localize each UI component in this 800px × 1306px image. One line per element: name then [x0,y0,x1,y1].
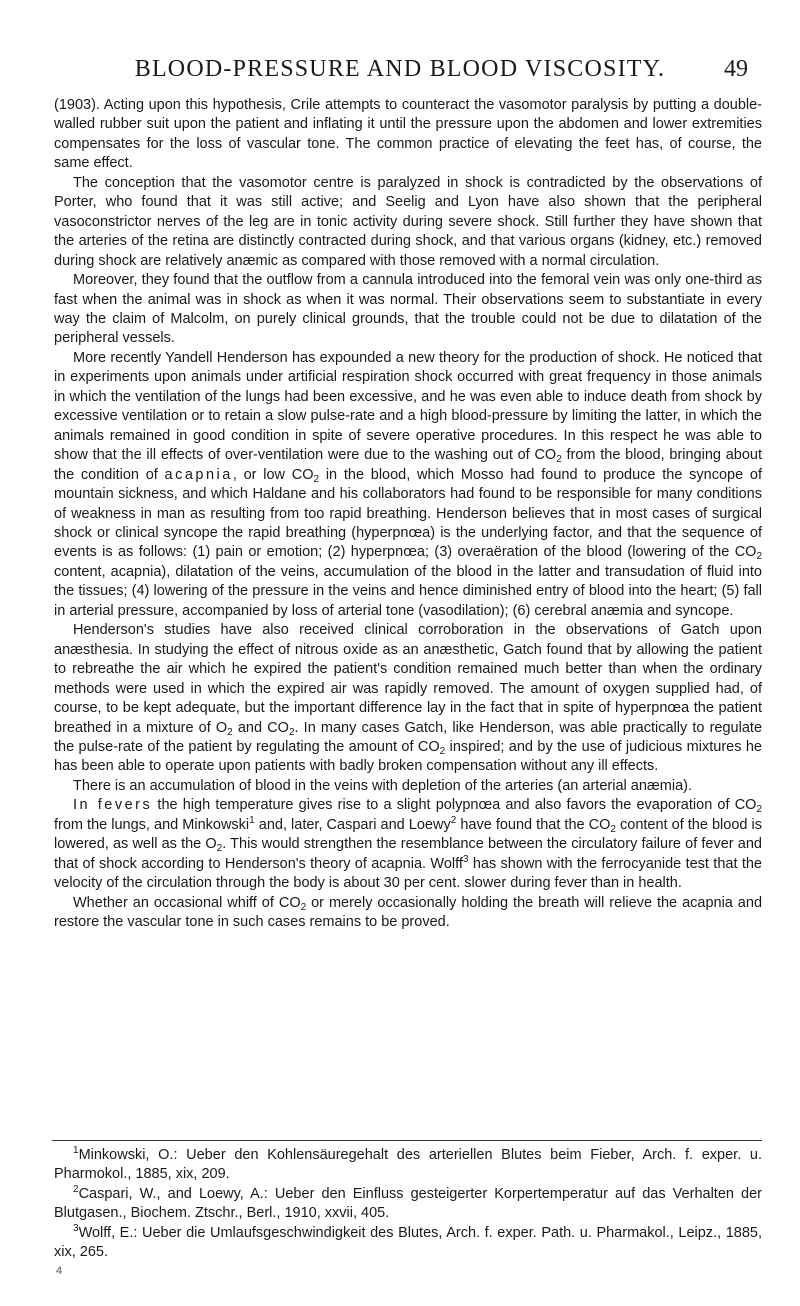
text-run: Whether an occasional whiff of [73,894,279,911]
formula-symbol: O [205,836,217,853]
co2-formula [292,467,319,483]
formula-symbol: CO [267,719,289,736]
page-header [0,56,800,88]
footnote-divider [52,1140,762,1141]
formula-subscript: 2 [313,473,320,485]
text-run: More recently Yandell Henderson has expounded a new theory for the production of shock. He noticed that in experiments upon animals under artificial respiration shock occurred with great frequency in those animals in which the ventilation of the lungs had been excessive, and he was even able to induce death from shock by excessive ventilation or to retain a slow pulse-rate and a high blood-pressure by limiting the latter, in which the animals remained in good condition in spite of severe operative procedures. In this respect he was able to show that the ill effects of over-ventilation were due to the washing out of [54,349,762,464]
footnote-ref-3: 3 [462,853,469,865]
paragraph-8 [54,894,762,933]
formula-subscript: 2 [756,551,762,563]
body-text [54,96,762,932]
text-run: content of the blood is lowered, as well as the [54,816,762,853]
text-run: the high temperature gives rise to a slight polypnœa and also favors the evaporation of [152,797,735,814]
formula-symbol: CO [588,816,611,833]
formula-symbol: CO [534,447,557,464]
formula-symbol: O [215,719,228,736]
paragraph-7 [54,796,762,893]
text-run: inspired; and by the use of judicious mixtures he has been able to operate upon patients with badly broken compensation without any ill effects. [54,738,762,775]
text-run: in the blood, which Mosso had found to produce the syncope of mountain sickness, and which Haldane and his collaborators had found to be responsible for many conditions of weakness in man as resulting from too rapid breathing. Henderson believes that in most cases of surgical shock or clinical syncope the rapid breathing (hyperpnœa) is the underlying factor, and that the sequence of events is as follows: (1) pain or emotion; (2) hyperpnœa; (3) overaëration of the blood (lowering of the [54,466,762,561]
text-run: . In many cases Gatch, like Henderson, was able practically to regulate the pulse-rate of the patient by regulating the amount of [54,719,763,755]
formula-symbol: CO [417,738,440,755]
text-run: from the lungs, and Minkowski [54,816,250,833]
formula-subscript: 2 [227,726,233,738]
text-run: , or low [232,466,292,483]
formula-symbol: CO [278,894,301,911]
text-run: Henderson's studies have also received clinical corroboration in the observations of Gatch upon anæsthesia. In studying the effect of nitrous oxide as an anæsthetic, Gatch found that by allowing the patient to rebreathe the air which he expired the patient's condition remained much better than when the ordinary methods were used in which the expired air was rapidly removed. The amount of oxygen supplied had, of course, to be kept adequate, but the important difference lay in the fact that in spite of hyperpnœa the patient breathed in a mixture of [54,622,762,736]
paragraph-2: The conception that the vasomotor centre is paralyzed in shock is contradicted by the observations of Porter, who found that it was still active; and Seelig and Lyon have also shown that the peripheral vasoconstrictor nerves of the leg are in tonic activity during severe shock. Still further they have shown that the arteries of the retina are distinctly contracted during shock, and that various organs (kidney, etc.) removed during shock are relatively anæmic as compared with those removed with a normal circulation. [54,174,762,269]
text-run: . This would strengthen the resemblance between the circulatory failure of fever and that of shock according to Henderson's theory of acapnia. Wolff [54,836,762,872]
formula-subscript: 2 [756,804,762,816]
footnote-number: 3 [73,1222,79,1234]
text-run: or merely occasionally holding the breath will relieve the acapnia and restore the vascular tone in such cases remains to be proved. [54,894,763,931]
text-run: has shown with the ferrocyanide test that the velocity of the circulation through the body is about 30 per cent. slower during fever than in health. [54,855,762,892]
paragraph-4 [54,349,762,621]
text-run: from the blood, bringing about the condition of [54,447,762,483]
footnote-2 [54,1185,762,1224]
footnote-1 [54,1146,762,1185]
paragraph-6: There is an accumulation of blood in the veins with depletion of the arteries (an arterial anæmia). [73,777,692,794]
formula-subscript: 2 [439,745,446,757]
co2-formula [734,544,762,563]
formula-subscript: 2 [216,843,223,855]
footnote-number: 2 [73,1183,79,1195]
text-run: and [232,719,268,736]
fevers-term: In fevers [73,797,153,814]
o2-formula [205,836,223,855]
footnote-text: Minkowski, O.: Ueber den Kohlensäuregehalt des arteriellen Blutes beim Fieber, Arch. f. exper. u. Pharmokol., 1885, xix, 209. [54,1147,762,1183]
co2-formula [734,797,762,816]
footnote-number: 1 [73,1145,79,1156]
footnote-3 [54,1224,762,1263]
o2-formula [216,720,233,736]
footnotes [54,1146,762,1262]
paragraph-5 [54,621,762,777]
formula-symbol: CO [734,797,757,814]
text-run: have found that the [456,816,589,833]
formula-subscript: 2 [288,726,295,738]
footnote-text: Caspari, W., and Loewy, A.: Ueber den Einfluss gesteigerter Korpertemperatur auf das Verhalten der Blutgasen., Biochem. Ztschr., Berl., 1910, xxvii, 405. [54,1185,762,1222]
co2-formula [418,739,445,755]
co2-formula [534,447,562,466]
paragraph-1: (1903). Acting upon this hypothesis, Crile attempts to counteract the vasomotor paralysis by putting a double-walled rubber suit upon the patient and inflating it until the pressure upon the abdomen and lower extremities compensates for the loss of vascular tone. The common practice of elevating the feet has, of course, the same effect. [54,97,762,172]
co2-formula [279,895,306,911]
formula-symbol: CO [291,466,314,483]
text-run: content, acapnia), dilatation of the veins, accumulation of the blood in the latter and transudation of fluid into the tissues; (4) lowering of the pressure in the veins and hence diminished entry of blood into the heart; (5) fall in arterial pressure, accompanied by loss of arterial tone (vasodilation); (6) cerebral anæmia and syncope. [54,563,762,619]
text-run: and, later, Caspari and Loewy [254,816,451,833]
co2-formula [267,720,294,736]
page-number: 49 [724,56,748,82]
formula-subscript: 2 [556,454,562,466]
acapnia-term: acapnia [164,466,233,483]
running-title: BLOOD-PRESSURE AND BLOOD VISCOSITY. [134,56,666,82]
footnote-ref-2: 2 [450,814,457,826]
footnote-text: Wolff, E.: Ueber die Umlaufsgeschwindigkeit des Blutes, Arch. f. exper. Path. u. Pharmakol., Leipz., 1885, xix, 265. [54,1224,762,1261]
formula-subscript: 2 [300,901,307,913]
formula-symbol: CO [734,544,757,561]
paragraph-3: Moreover, they found that the outflow from a cannula introduced into the femoral vein was only one-third as fast when the animal was in shock as when it was normal. Their observations seem to substantiate in every way the claim of Malcolm, on purely clinical grounds, that the trouble could not be due to dilatation of the peripheral vessels. [54,272,762,347]
formula-subscript: 2 [610,823,616,835]
footnote-ref-1: 1 [249,814,255,826]
signature-mark: 4 [56,1265,63,1277]
co2-formula [589,817,616,833]
